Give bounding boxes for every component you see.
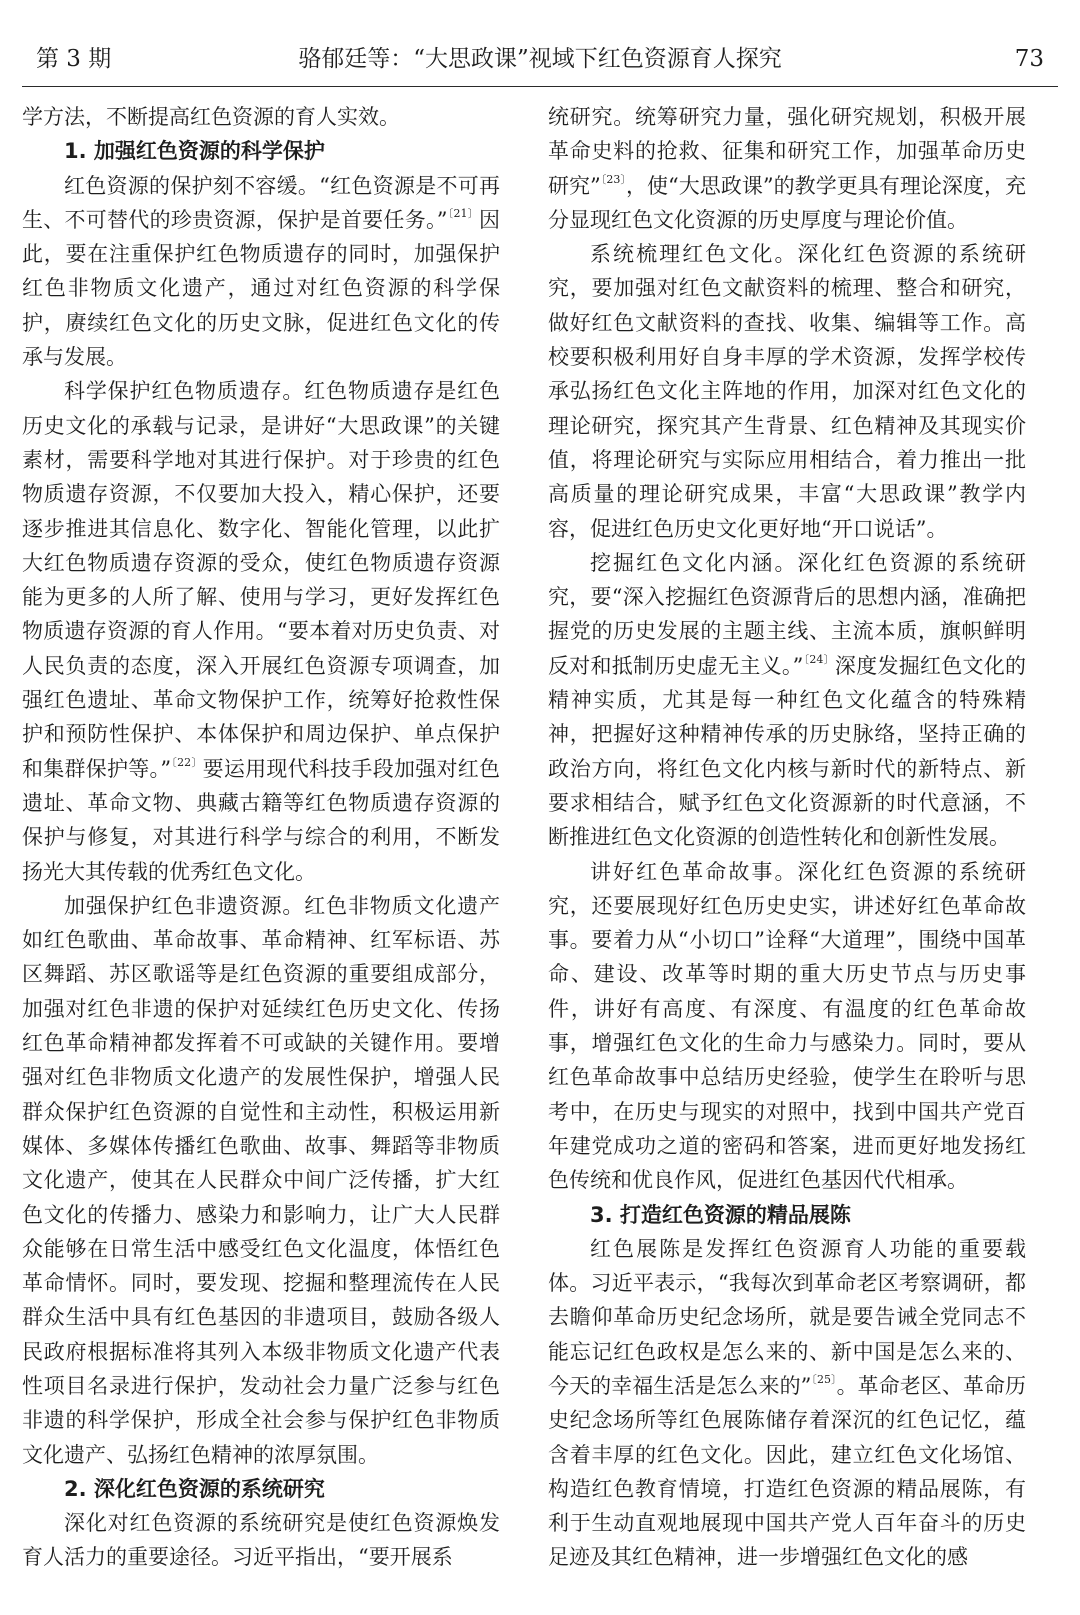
- citation-21: 〔21〕: [447, 206, 480, 220]
- paragraph: 加强保护红色非遗资源。红色非物质文化遗产如红色歌曲、革命故事、革命精神、红军标语、苏区舞蹈、苏区歌谣等是红色资源的重要组成部分，加强对红色非遗的保护对延续红色历史文化、传扬红色革命精神都发挥着不可或缺的关键作用。要增强对红色非物质文化遗产的发展性保护，增强人民群众保护红色资源的自觉性和主动性，积极运用新媒体、多媒体传播红色歌曲、故事、舞蹈等非物质文化遗产，使其在人民群众中间广泛传播，扩大红色文化的传播力、感染力和影响力，让广大人民群众能够在日常生活中感受红色文化温度，体悟红色革命情怀。同时，要发现、挖掘和整理流传在人民群众生活中具有红色基因的非遗项目，鼓励各级人民政府根据标准将其列入本级非物质文化遗产代表性项目名录进行保护，发动社会力量广泛参与红色非遗的科学保护，形成全社会参与保护红色非物质文化遗产、弘扬红色精神的浓厚氛围。: [22, 893, 500, 1467]
- paragraph: 讲好红色革命故事。深化红色资源的系统研究，还要展现好红色历史史实，讲述好红色革命故事。要着力从“小切口”诠释“大道理”，围绕中国革命、建设、改革等时期的重大历史节点与历史事件，讲好有高度、有深度、有温度的红色革命故事，增强红色文化的生命力与感染力。同时，要从红色革命故事中总结历史经验，使学生在聆听与思考中，在历史与现实的对照中，找到中国共产党百年建党成功之道的密码和答案，进而更好地发扬红色传统和优良作风，促进红色基因代代相承。: [548, 859, 1026, 1193]
- paragraph: 红色资源的保护刻不容缓。“红色资源是不可再生、不可替代的珍贵资源，保护是首要任务。”$^{〔21〕}$因此，要在注重保护红色物质遗存的同时，加强保护红色非物质文化遗产，通过对红色资源的科学保护，赓续红色文化的历史文脉，促进红色文化的传承与发展。: [22, 173, 501, 370]
- paragraph: 红色展陈是发挥红色资源育人功能的重要载体。习近平表示，“我每次到革命老区考察调研，都去瞻仰革命历史纪念场所，就是要告诫全党同志不能忘记红色政权是怎么来的、新中国是怎么来的、今天的幸福生活是怎么来的”$^{〔25〕}$。革命老区、革命历史纪念场所等红色展陈储存着深沉的红色记忆，蕴含着丰厚的红色文化。因此，建立红色文化场馆、构造红色教育情境，打造红色资源的精品展陈，有利于生动直观地展现中国共产党人百年奋斗的历史足迹及其红色精神，进一步增强红色文化的感: [548, 1236, 1027, 1570]
- right-column: [548, 100, 1026, 1575]
- paragraph: 挖掘红色文化内涵。深化红色资源的系统研究，要“深入挖掘红色资源背后的思想内涵，准确把握党的历史发展的主题主线、主流本质，旗帜鲜明反对和抵制历史虚无主义。”$^{〔24〕}$深度发掘红色文化的精神实质，尤其是每一种红色文化蕴含的特殊精神，把握好这种精神传承的历史脉络，坚持正确的政治方向，将红色文化内核与新时代的新特点、新要求相结合，赋予红色文化资源新的时代意涵，不断推进红色文化资源的创造性转化和创新性发展。: [548, 550, 1027, 850]
- running-header: [22, 34, 1058, 84]
- running-title: 骆郁廷等：“大思政课”视域下红色资源育人探究: [298, 46, 782, 72]
- citation-24: 〔24〕: [803, 652, 835, 666]
- section-heading-1: 1. 加强红色资源的科学保护: [64, 139, 325, 164]
- page-number: 73: [1014, 46, 1044, 72]
- citation-25: 〔25〕: [811, 1372, 837, 1386]
- section-heading-2: 2. 深化红色资源的系统研究: [64, 1476, 325, 1501]
- section-heading-3: 3. 打造红色资源的精品展陈: [590, 1202, 851, 1227]
- header-rule: [22, 86, 1058, 87]
- left-column: [22, 100, 500, 1575]
- paragraph: 系统梳理红色文化。深化红色资源的系统研究，要加强对红色文献资料的梳理、整合和研究，做好红色文献资料的查找、收集、编辑等工作。高校要积极利用好自身丰厚的学术资源，发挥学校传承弘扬红色文化主阵地的作用，加深对红色文化的理论研究，探究其产生背景、红色精神及其现实价值，将理论研究与实际应用相结合，着力推出一批高质量的理论研究成果，丰富“大思政课”教学内容，促进红色历史文化更好地“开口说话”。: [548, 242, 1026, 541]
- paragraph: 学方法，不断提高红色资源的育人实效。: [22, 105, 400, 129]
- issue-number: 第 3 期: [36, 46, 112, 72]
- paragraph: 统研究。统筹研究力量，强化研究规划，积极开展革命史料的抢救、征集和研究工作，加强革命历史研究”$^{〔23〕}$，使“大思政课”的教学更具有理论深度，充分显现红色文化资源的历史厚度与理论价值。: [548, 105, 1026, 232]
- citation-22: 〔22〕: [171, 755, 203, 769]
- paragraph: 科学保护红色物质遗存。红色物质遗存是红色历史文化的承载与记录，是讲好“大思政课”的关键素材，需要科学地对其进行保护。对于珍贵的红色物质遗存资源，不仅要加大投入，精心保护，还要逐步推进其信息化、数字化、智能化管理，以此扩大红色物质遗存资源的受众，使红色物质遗存资源能为更多的人所了解、使用与学习，更好发挥红色物质遗存资源的育人作用。“要本着对历史负责、对人民负责的态度，深入开展红色资源专项调查，加强红色遗址、革命文物保护工作，统筹好抢救性保护和预防性保护、本体保护和周边保护、单点保护和集群保护等。”$^{〔22〕}$要运用现代科技手段加强对红色遗址、革命文物、典藏古籍等红色物质遗存资源的保护与修复，对其进行科学与综合的利用，不断发扬光大其传载的优秀红色文化。: [22, 379, 500, 884]
- paragraph: 深化对红色资源的系统研究是使红色资源焕发育人活力的重要途径。习近平指出，“要开展系: [22, 1511, 500, 1570]
- citation-23: 〔23〕: [600, 172, 626, 186]
